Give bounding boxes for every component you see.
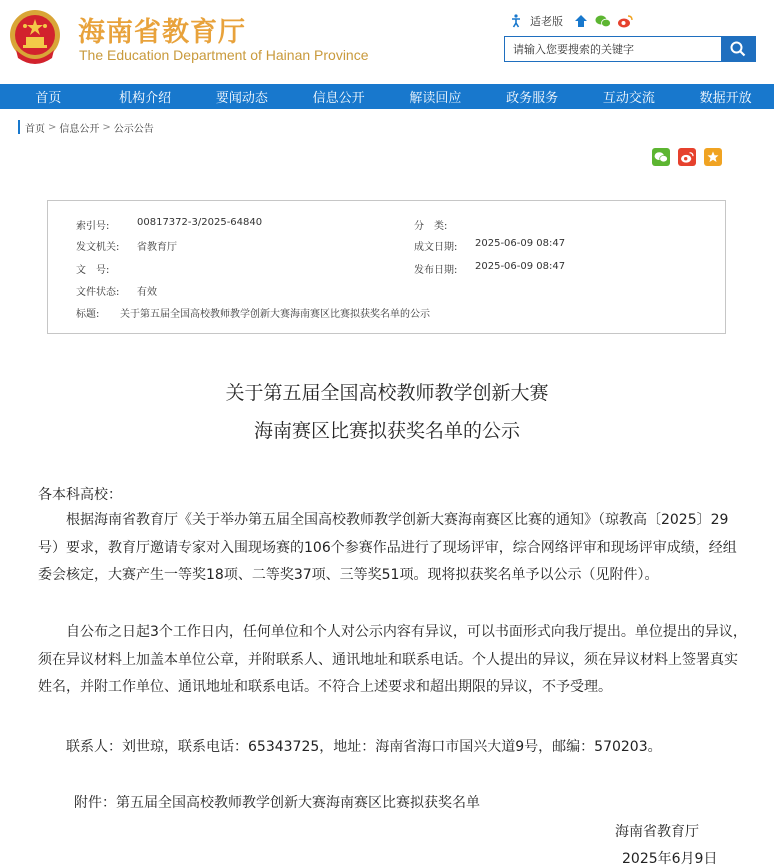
share-wechat-button[interactable] xyxy=(652,148,670,166)
issuer-value: 省教育厅 xyxy=(137,242,177,253)
nav-interpretation[interactable]: 解读回应 xyxy=(409,91,462,106)
search-box xyxy=(504,36,756,62)
article-title-line2: 海南赛区比赛拟获奖名单的公示 xyxy=(253,420,520,442)
search-icon xyxy=(730,41,746,57)
nav-about[interactable]: 机构介绍 xyxy=(119,91,172,106)
contact-line: 联系人：刘世琼，联系电话：65343725，地址：海南省海口市国兴大道9号，邮编：570203。 xyxy=(66,739,662,755)
site-header xyxy=(0,0,774,84)
nav-open-data[interactable]: 数据开放 xyxy=(699,91,752,106)
accessibility-mode-icon[interactable] xyxy=(573,13,589,29)
published-date-label: 发布日期: xyxy=(414,265,458,276)
nav-news[interactable]: 要闻动态 xyxy=(215,91,268,106)
paragraph-2: 自公布之日起3个工作日内，任何单位和个人对公示内容有异议，可以书面形式向我厅提出。单位提出的异议，须在异议材料上加盖本单位公章，并附联系人、通讯地址和联系电话。个人提出的异议，须在异议材料上签署真实姓名，并附工作单位、通讯地址和联系电话。不符合上述要求和超出期限的异议，不予受理。 xyxy=(38,624,747,695)
wechat-icon xyxy=(654,151,668,163)
created-date-value: 2025-06-09 08:47 xyxy=(475,238,566,249)
wechat-icon[interactable] xyxy=(595,13,611,29)
share-bar xyxy=(652,148,722,166)
published-date-value: 2025-06-09 08:47 xyxy=(475,261,566,272)
subject-value: 关于第五届全国高校教师教学创新大赛海南赛区比赛拟获奖名单的公示 xyxy=(120,309,430,320)
doc-number-label: 文 号: xyxy=(76,265,110,276)
index-value: 00817372-3/2025-64840 xyxy=(137,217,263,228)
subject-label: 标题: xyxy=(76,309,100,320)
elder-mode-link[interactable]: 适老版 xyxy=(530,15,563,28)
paragraph-1: 根据海南省教育厅《关于举办第五届全国高校教师教学创新大赛海南赛区比赛的通知》（琼教高〔2025〕29号）要求，教育厅邀请专家对入围现场赛的106个参赛作品进行了现场评审，综合网络评审和现场评审成绩，经组委会核定，大赛产生一等奖18项、二等奖37项、三等奖51项。现将拟获奖名单予以公示（见附件）。 xyxy=(38,512,737,583)
nav-home[interactable]: 首页 xyxy=(35,91,62,106)
index-label: 索引号: xyxy=(76,221,110,232)
header-tools xyxy=(508,12,633,30)
star-icon xyxy=(707,151,719,163)
created-date-label: 成文日期: xyxy=(414,242,458,253)
site-title-cn: 海南省教育厅 xyxy=(78,17,246,48)
search-button[interactable] xyxy=(721,37,755,61)
accessibility-icon[interactable] xyxy=(508,13,524,29)
breadcrumb-separator: > xyxy=(48,121,57,133)
nav-interaction[interactable]: 互动交流 xyxy=(602,91,655,106)
attachment-link[interactable]: 附件：第五届全国高校教师教学创新大赛海南赛区比赛拟获奖名单 xyxy=(74,795,480,811)
nav-disclosure[interactable]: 信息公开 xyxy=(312,91,365,106)
weibo-icon xyxy=(680,151,694,163)
main-nav xyxy=(0,84,774,109)
breadcrumb-disclosure[interactable]: 信息公开 xyxy=(59,123,100,135)
signature-date: 2025年6月9日 xyxy=(622,851,718,867)
category-label: 分 类: xyxy=(414,221,448,232)
search-input[interactable] xyxy=(505,37,721,61)
share-weibo-button[interactable] xyxy=(678,148,696,166)
nav-services[interactable]: 政务服务 xyxy=(506,91,559,106)
breadcrumb-separator: > xyxy=(102,121,111,133)
weibo-icon[interactable] xyxy=(617,13,633,29)
article-title-line1: 关于第五届全国高校教师教学创新大赛 xyxy=(225,382,549,404)
breadcrumb xyxy=(18,120,154,134)
status-value: 有效 xyxy=(137,287,157,298)
issuer-label: 发文机关: xyxy=(76,242,120,253)
national-emblem-icon xyxy=(8,6,62,66)
site-title-en: The Education Department of Hainan Province xyxy=(79,47,369,63)
document-info-box xyxy=(47,200,726,334)
breadcrumb-notices[interactable]: 公示公告 xyxy=(113,123,154,135)
breadcrumb-home[interactable]: 首页 xyxy=(25,123,45,135)
signature: 海南省教育厅 xyxy=(615,824,699,840)
status-label: 文件状态: xyxy=(76,287,120,298)
favorite-button[interactable] xyxy=(704,148,722,166)
salutation: 各本科高校： xyxy=(38,487,122,503)
